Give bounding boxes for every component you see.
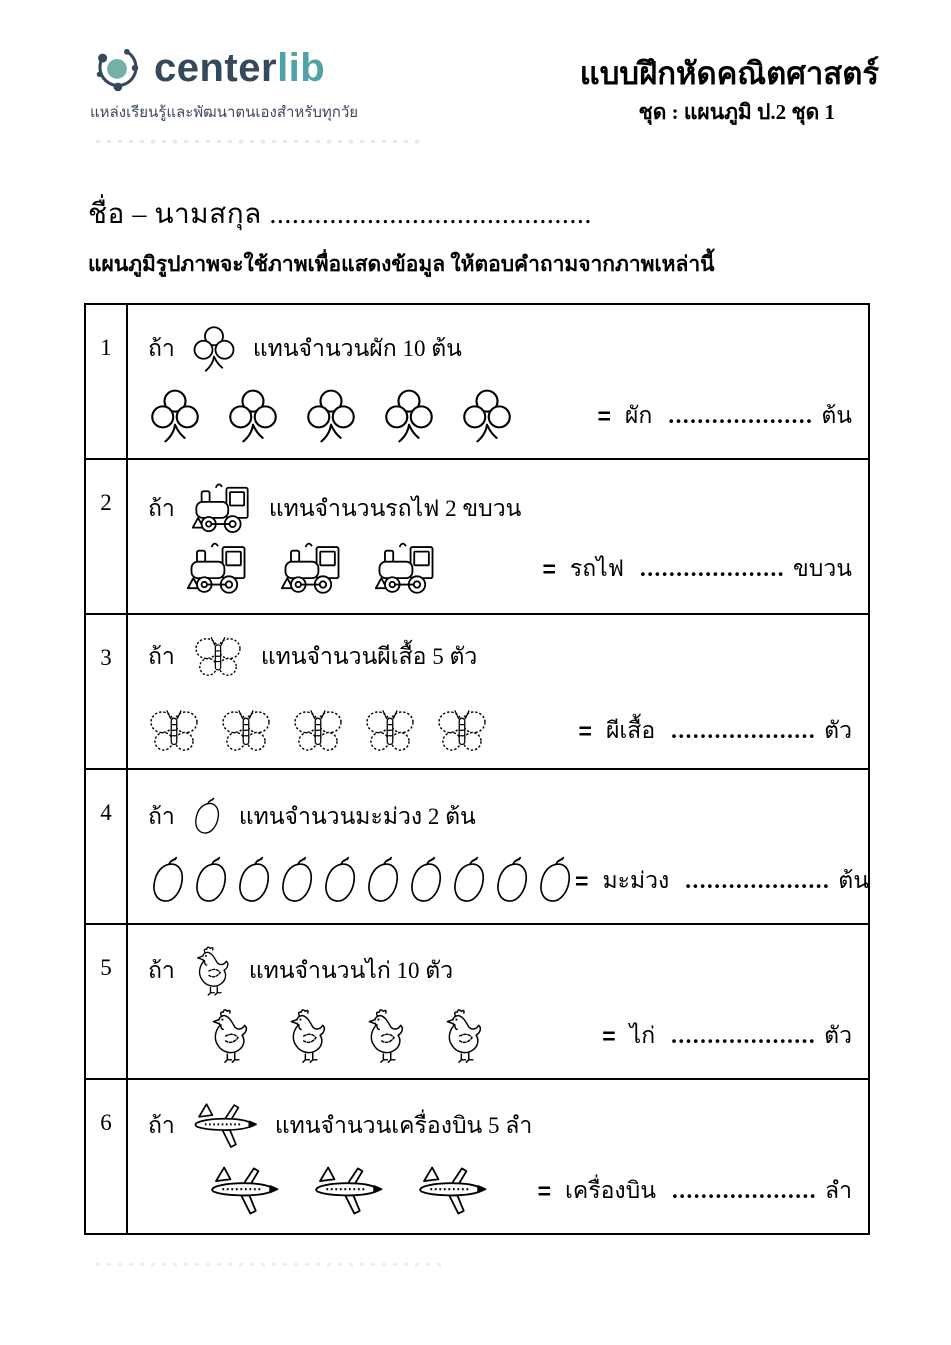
question-number: 6	[85, 1079, 127, 1234]
prompt-prefix: ถ้า	[148, 1113, 175, 1138]
answer-expression	[575, 863, 869, 899]
clover-icon	[191, 325, 237, 373]
prompt-prefix: ถ้า	[148, 336, 175, 361]
mango-icon	[363, 853, 403, 909]
prompt-prefix: ถ้า	[148, 804, 175, 829]
answer-blank: ....................	[685, 868, 831, 893]
centerlib-logo-icon	[90, 40, 144, 96]
mango-icon	[148, 853, 188, 909]
mango-icon	[320, 853, 360, 909]
question-prompt	[148, 480, 852, 538]
answer-label: ไก่	[629, 1023, 656, 1048]
airplane-icon	[191, 1100, 259, 1152]
clipped-print-artifact-bottom	[96, 1263, 446, 1266]
centerlib-logo-text: centerlib	[154, 45, 326, 90]
prompt-statement: แทนจำนวนรถไฟ 2 ขบวน	[268, 496, 522, 521]
equals-sign: =	[597, 402, 611, 429]
question-row-4	[85, 769, 869, 924]
question-number: 5	[85, 924, 127, 1079]
equals-sign: =	[575, 867, 589, 894]
question-number: 1	[85, 304, 127, 459]
clover-icon	[226, 388, 280, 444]
mango-icon	[191, 790, 223, 844]
question-table	[84, 303, 870, 1235]
question-prompt	[148, 945, 852, 997]
answer-label: รถไฟ	[569, 556, 625, 581]
train-icon	[374, 539, 438, 599]
question-number: 3	[85, 614, 127, 769]
answer-blank: ....................	[671, 718, 817, 743]
equals-sign: =	[542, 555, 556, 582]
prompt-prefix: ถ้า	[148, 644, 175, 669]
mango-icon	[191, 853, 231, 909]
pictograph-row	[206, 1008, 486, 1064]
butterfly-icon	[191, 635, 245, 679]
pictograph-row	[148, 853, 575, 909]
logo-tagline: แหล่งเรียนรู้และพัฒนาตนเองสำหรับทุกวัย	[90, 104, 359, 121]
answer-blank: ....................	[671, 1023, 817, 1048]
mango-icon	[535, 853, 575, 909]
train-icon	[186, 539, 250, 599]
pictograph-row	[186, 539, 438, 599]
clover-icon	[460, 388, 514, 444]
instruction-text: แผนภูมิรูปภาพจะใช้ภาพเพื่อแสดงข้อมูล ให้ตอบคำถามจากภาพเหล่านี้	[88, 252, 715, 276]
airplane-icon	[206, 1163, 282, 1219]
train-icon	[280, 539, 344, 599]
answer-expression	[602, 1018, 852, 1054]
answer-blank: ....................	[671, 1178, 817, 1203]
answer-unit: ลำ	[824, 1178, 852, 1203]
worksheet-titles	[580, 55, 879, 129]
clover-icon	[304, 388, 358, 444]
chicken-icon	[206, 1008, 252, 1064]
answer-unit: ขบวน	[793, 556, 852, 581]
answer-label: มะม่วง	[602, 868, 670, 893]
question-prompt	[148, 635, 852, 679]
prompt-prefix: ถ้า	[148, 496, 175, 521]
chicken-icon	[440, 1008, 486, 1064]
pictograph-row	[148, 708, 488, 754]
question-row-2	[85, 459, 869, 614]
page-subtitle: ชุด : แผนภูมิ ป.2 ชุด 1	[638, 100, 835, 125]
mango-icon	[492, 853, 532, 909]
chicken-icon	[362, 1008, 408, 1064]
answer-blank: ....................	[668, 403, 814, 428]
equals-sign: =	[578, 717, 592, 744]
answer-label: ผีเสื้อ	[605, 718, 656, 743]
butterfly-icon	[364, 708, 416, 754]
answer-unit: ต้น	[821, 403, 852, 428]
answer-label: ผัก	[624, 403, 653, 428]
chicken-icon	[284, 1008, 330, 1064]
page-title: แบบฝึกหัดคณิตศาสตร์	[579, 56, 879, 91]
mango-icon	[277, 853, 317, 909]
answer-expression	[538, 1173, 852, 1209]
butterfly-icon	[292, 708, 344, 754]
name-field-line: ชื่อ – นามสกุล ...........................................	[88, 199, 592, 230]
prompt-prefix: ถ้า	[148, 958, 175, 983]
answer-unit: ต้น	[838, 868, 869, 893]
pictograph-row	[148, 388, 514, 444]
clover-icon	[382, 388, 436, 444]
prompt-statement: แทนจำนวนผัก 10 ต้น	[252, 336, 462, 361]
answer-blank: ....................	[640, 556, 786, 581]
prompt-statement: แทนจำนวนไก่ 10 ตัว	[248, 958, 454, 983]
butterfly-icon	[148, 708, 200, 754]
question-prompt	[148, 1100, 852, 1152]
question-row-1	[85, 304, 869, 459]
train-icon	[191, 480, 253, 538]
butterfly-icon	[436, 708, 488, 754]
equals-sign: =	[602, 1022, 616, 1049]
answer-label: เครื่องบิน	[565, 1178, 656, 1203]
chicken-icon	[191, 945, 233, 997]
question-prompt	[148, 325, 852, 373]
answer-unit: ตัว	[824, 718, 852, 743]
prompt-statement: แทนจำนวนเครื่องบิน 5 ลำ	[274, 1113, 533, 1138]
answer-unit: ตัว	[824, 1023, 852, 1048]
mango-icon	[234, 853, 274, 909]
question-prompt	[148, 790, 852, 844]
equals-sign: =	[537, 1177, 552, 1204]
answer-expression	[542, 551, 852, 587]
answer-expression	[597, 398, 852, 434]
airplane-icon	[310, 1163, 386, 1219]
question-row-6	[85, 1079, 869, 1234]
answer-expression	[579, 713, 853, 749]
clover-icon	[148, 388, 202, 444]
question-number: 2	[85, 459, 127, 614]
clipped-print-artifact-top	[96, 140, 426, 143]
centerlib-logo	[90, 40, 358, 124]
question-number: 4	[85, 769, 127, 924]
pictograph-row	[206, 1163, 490, 1219]
question-row-5	[85, 924, 869, 1079]
prompt-statement: แทนจำนวนผีเสื้อ 5 ตัว	[260, 644, 478, 669]
mango-icon	[449, 853, 489, 909]
mango-icon	[406, 853, 446, 909]
prompt-statement: แทนจำนวนมะม่วง 2 ต้น	[238, 804, 476, 829]
question-row-3	[85, 614, 869, 769]
airplane-icon	[414, 1163, 490, 1219]
butterfly-icon	[220, 708, 272, 754]
